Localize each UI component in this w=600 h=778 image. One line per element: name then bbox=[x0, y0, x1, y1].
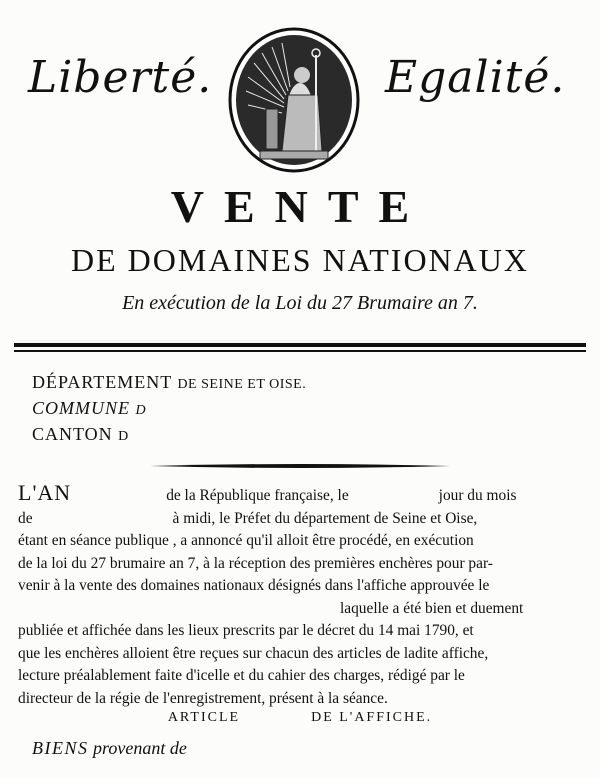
body-l1c: jour du mois bbox=[438, 487, 517, 504]
divider-thick bbox=[14, 343, 586, 347]
page-subtitle: DE DOMAINES NATIONAUX bbox=[71, 242, 529, 278]
body-line-8: que les enchères alloient être reçues sur chacun des articles de ladite affiche, bbox=[18, 644, 489, 662]
body-line-3: étant en séance publique , a annoncé qu'il alloit être procédé, en exécution bbox=[18, 532, 474, 549]
biens-suffix: provenant de bbox=[93, 738, 187, 758]
body-line-6 bbox=[18, 598, 586, 621]
departement-label: DÉPARTEMENT bbox=[32, 372, 172, 392]
commune-label: COMMUNE bbox=[32, 398, 130, 418]
body-line-9: lecture préalablement faite d'icelle et du cahier des charges, rédigé par le bbox=[18, 667, 465, 684]
body-line-4: de la loi du 27 brumaire an 7, à la réception des premières enchères pour par- bbox=[18, 554, 493, 572]
motto-liberte: Liberté. bbox=[28, 52, 213, 103]
canton-line bbox=[32, 424, 129, 445]
biens-label: BIENS bbox=[32, 738, 89, 758]
article-suffix: DE L'AFFICHE. bbox=[311, 710, 433, 725]
body-l2b: à midi, le Préfet du département de Seine et Oise, bbox=[172, 509, 478, 527]
motto-egalite: Egalité. bbox=[385, 52, 566, 103]
divider-thin bbox=[14, 350, 586, 352]
article-line bbox=[0, 710, 600, 726]
body-l2a: de bbox=[18, 509, 33, 527]
body-l6: laquelle a été bien et duement bbox=[340, 599, 524, 617]
article-label: ARTICLE bbox=[167, 710, 241, 725]
execution-line: En exécution de la Loi du 27 Brumaire an 7. bbox=[122, 292, 478, 314]
body-l1a: L'AN bbox=[18, 480, 72, 505]
body-line-5: venir à la vente des domaines nationaux désignés dans l'affiche approuvée le bbox=[18, 577, 490, 594]
ornamental-rule bbox=[150, 462, 450, 470]
departement-line bbox=[32, 372, 306, 393]
canton-label: CANTON bbox=[32, 424, 113, 444]
body-line-10: directeur de la régie de l'enregistrement, présent à la séance. bbox=[18, 689, 388, 707]
departement-value: DE SEINE ET OISE. bbox=[177, 377, 307, 392]
proces-verbal-text bbox=[18, 482, 586, 710]
body-line-1 bbox=[18, 482, 586, 508]
body-line-7: publiée et affichée dans les lieux prescrits par le décret du 14 mai 1790, et bbox=[18, 622, 474, 639]
commune-suffix: D bbox=[135, 403, 147, 418]
commune-line bbox=[32, 398, 146, 419]
body-line-2 bbox=[18, 508, 586, 531]
liberty-seal-icon bbox=[226, 25, 362, 175]
body-l1b: de la République française, le bbox=[166, 487, 349, 504]
biens-line bbox=[32, 738, 187, 759]
page-title: VENTE bbox=[170, 181, 430, 232]
canton-suffix: D bbox=[118, 429, 129, 444]
